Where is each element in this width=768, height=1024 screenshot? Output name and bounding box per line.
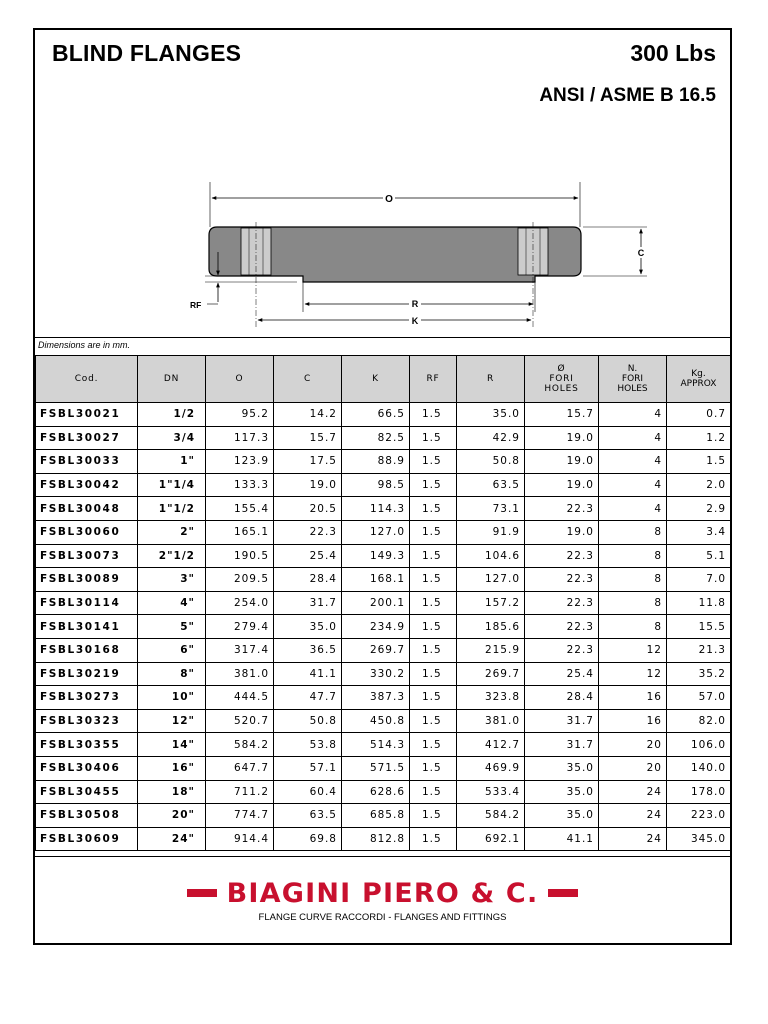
cell-o: 95.2 [206,403,274,427]
cell-k: 66.5 [342,403,410,427]
label-rf: RF [190,300,202,310]
cell-r: 381.0 [457,709,525,733]
cell-rf: 1.5 [410,780,457,804]
cell-rf: 1.5 [410,403,457,427]
cell-rf: 1.5 [410,473,457,497]
cell-rf: 1.5 [410,450,457,474]
cell-r: 73.1 [457,497,525,521]
cell-k: 330.2 [342,662,410,686]
cell-holes-dia: 22.3 [525,544,599,568]
cell-weight: 82.0 [667,709,731,733]
cell-rf: 1.5 [410,804,457,828]
cell-holes-dia: 22.3 [525,615,599,639]
cell-k: 812.8 [342,827,410,851]
cell-weight: 15.5 [667,615,731,639]
cell-holes-n: 8 [599,568,667,592]
cell-dn: 1"1/4 [138,473,206,497]
cell-holes-n: 8 [599,520,667,544]
cell-rf: 1.5 [410,615,457,639]
cell-k: 127.0 [342,520,410,544]
cell-holes-n: 4 [599,450,667,474]
cell-c: 36.5 [274,638,342,662]
cell-dn: 1" [138,450,206,474]
cell-r: 157.2 [457,591,525,615]
cell-k: 149.3 [342,544,410,568]
cell-o: 190.5 [206,544,274,568]
cell-weight: 35.2 [667,662,731,686]
cell-k: 88.9 [342,450,410,474]
cell-holes-n: 4 [599,473,667,497]
cell-o: 279.4 [206,615,274,639]
cell-cod: FSBL30168 [36,638,138,662]
cell-dn: 20" [138,804,206,828]
page-title: BLIND FLANGES [52,40,242,66]
cell-holes-n: 8 [599,544,667,568]
cell-r: 104.6 [457,544,525,568]
label-k: K [411,316,419,326]
cell-o: 165.1 [206,520,274,544]
cell-r: 269.7 [457,662,525,686]
cell-holes-n: 8 [599,591,667,615]
cell-weight: 3.4 [667,520,731,544]
label-o: O [385,194,393,205]
table-row [36,520,731,544]
cell-holes-dia: 15.7 [525,403,599,427]
cell-holes-dia: 22.3 [525,497,599,521]
cell-holes-dia: 22.3 [525,638,599,662]
cell-c: 57.1 [274,756,342,780]
cell-dn: 3/4 [138,426,206,450]
cell-o: 254.0 [206,591,274,615]
table-row [36,686,731,710]
cell-cod: FSBL30355 [36,733,138,757]
cell-holes-dia: 35.0 [525,804,599,828]
table-row [36,568,731,592]
cell-k: 82.5 [342,426,410,450]
col-weight: Kg. APPROX [667,356,731,403]
cell-cod: FSBL30273 [36,686,138,710]
cell-c: 20.5 [274,497,342,521]
table-header-row [36,356,731,403]
cell-k: 98.5 [342,473,410,497]
table-body [36,403,731,851]
cell-k: 269.7 [342,638,410,662]
cell-dn: 3" [138,568,206,592]
cell-cod: FSBL30073 [36,544,138,568]
cell-holes-n: 12 [599,662,667,686]
cell-holes-dia: 22.3 [525,591,599,615]
cell-holes-dia: 19.0 [525,520,599,544]
cell-cod: FSBL30406 [36,756,138,780]
cell-rf: 1.5 [410,544,457,568]
pressure-class: 300 Lbs [630,40,716,66]
cell-r: 692.1 [457,827,525,851]
brand-dash-right [548,889,578,897]
cell-c: 47.7 [274,686,342,710]
divider [35,337,730,338]
cell-c: 15.7 [274,426,342,450]
cell-dn: 12" [138,709,206,733]
cell-r: 469.9 [457,756,525,780]
cell-dn: 1"1/2 [138,497,206,521]
cell-cod: FSBL30048 [36,497,138,521]
flange-drawing [147,152,645,327]
cell-cod: FSBL30508 [36,804,138,828]
col-cod: Cod. [36,356,138,403]
cell-holes-dia: 22.3 [525,568,599,592]
cell-k: 571.5 [342,756,410,780]
cell-holes-dia: 31.7 [525,733,599,757]
cell-k: 200.1 [342,591,410,615]
col-o: O [206,356,274,403]
brand-name: BIAGINI PIERO & C. [226,878,539,909]
cell-o: 914.4 [206,827,274,851]
cell-weight: 0.7 [667,403,731,427]
cell-cod: FSBL30455 [36,780,138,804]
cell-c: 19.0 [274,473,342,497]
cell-holes-dia: 19.0 [525,473,599,497]
cell-r: 533.4 [457,780,525,804]
cell-holes-n: 24 [599,804,667,828]
cell-c: 28.4 [274,568,342,592]
cell-rf: 1.5 [410,756,457,780]
cell-dn: 6" [138,638,206,662]
cell-weight: 5.1 [667,544,731,568]
cell-o: 584.2 [206,733,274,757]
cell-weight: 7.0 [667,568,731,592]
col-r: R [457,356,525,403]
label-r: R [411,299,419,309]
table-row [36,450,731,474]
cell-o: 317.4 [206,638,274,662]
cell-rf: 1.5 [410,568,457,592]
cell-dn: 10" [138,686,206,710]
cell-holes-dia: 31.7 [525,709,599,733]
cell-holes-n: 8 [599,615,667,639]
cell-holes-dia: 19.0 [525,426,599,450]
cell-o: 155.4 [206,497,274,521]
cell-holes-n: 4 [599,497,667,521]
cell-dn: 16" [138,756,206,780]
cell-o: 133.3 [206,473,274,497]
cell-o: 647.7 [206,756,274,780]
cell-cod: FSBL30219 [36,662,138,686]
cell-holes-n: 20 [599,733,667,757]
cell-holes-dia: 35.0 [525,756,599,780]
cell-rf: 1.5 [410,638,457,662]
cell-rf: 1.5 [410,591,457,615]
cell-weight: 106.0 [667,733,731,757]
cell-holes-n: 20 [599,756,667,780]
table-row [36,544,731,568]
col-holes-diameter: Ø FORI HOLES [525,356,599,403]
cell-k: 450.8 [342,709,410,733]
cell-weight: 140.0 [667,756,731,780]
cell-weight: 2.9 [667,497,731,521]
cell-cod: FSBL30033 [36,450,138,474]
spec-sheet [33,28,732,945]
cell-rf: 1.5 [410,709,457,733]
cell-o: 711.2 [206,780,274,804]
cell-holes-n: 24 [599,827,667,851]
standard-label: ANSI / ASME B 16.5 [539,85,716,106]
cell-o: 117.3 [206,426,274,450]
cell-weight: 178.0 [667,780,731,804]
cell-cod: FSBL30027 [36,426,138,450]
cell-dn: 2" [138,520,206,544]
cell-r: 35.0 [457,403,525,427]
cell-weight: 11.8 [667,591,731,615]
table-row [36,756,731,780]
table-row [36,615,731,639]
col-holes-number: N. FORI HOLES [599,356,667,403]
dimensions-table [35,355,731,851]
cell-weight: 345.0 [667,827,731,851]
cell-c: 22.3 [274,520,342,544]
cell-dn: 5" [138,615,206,639]
cell-c: 69.8 [274,827,342,851]
cell-cod: FSBL30021 [36,403,138,427]
cell-holes-dia: 28.4 [525,686,599,710]
cell-rf: 1.5 [410,733,457,757]
brand-tagline: FLANGE CURVE RACCORDI - FLANGES AND FITTINGS [258,912,507,923]
brand-dash-left [187,889,217,897]
col-k: K [342,356,410,403]
cell-dn: 24" [138,827,206,851]
cell-holes-dia: 41.1 [525,827,599,851]
cell-holes-n: 24 [599,780,667,804]
cell-r: 584.2 [457,804,525,828]
cell-dn: 2"1/2 [138,544,206,568]
cell-weight: 21.3 [667,638,731,662]
cell-r: 412.7 [457,733,525,757]
cell-k: 114.3 [342,497,410,521]
table-row [36,709,731,733]
cell-c: 63.5 [274,804,342,828]
cell-dn: 1/2 [138,403,206,427]
table-row [36,591,731,615]
col-dn: DN [138,356,206,403]
cell-holes-dia: 35.0 [525,780,599,804]
cell-rf: 1.5 [410,662,457,686]
cell-weight: 1.2 [667,426,731,450]
table-row [36,426,731,450]
cell-dn: 14" [138,733,206,757]
cell-rf: 1.5 [410,426,457,450]
table-row [36,638,731,662]
cell-cod: FSBL30042 [36,473,138,497]
cell-r: 50.8 [457,450,525,474]
cell-k: 628.6 [342,780,410,804]
table-row [36,827,731,851]
cell-cod: FSBL30609 [36,827,138,851]
cell-c: 31.7 [274,591,342,615]
cell-weight: 223.0 [667,804,731,828]
cell-c: 50.8 [274,709,342,733]
cell-dn: 8" [138,662,206,686]
divider [35,856,730,857]
table-row [36,804,731,828]
cell-c: 14.2 [274,403,342,427]
cell-r: 215.9 [457,638,525,662]
cell-holes-n: 4 [599,426,667,450]
cell-r: 63.5 [457,473,525,497]
cell-cod: FSBL30323 [36,709,138,733]
brand-logo [35,878,730,909]
cell-o: 209.5 [206,568,274,592]
units-note: Dimensions are in mm. [38,340,131,350]
cell-r: 185.6 [457,615,525,639]
cell-rf: 1.5 [410,827,457,851]
cell-cod: FSBL30089 [36,568,138,592]
cell-cod: FSBL30060 [36,520,138,544]
cell-r: 91.9 [457,520,525,544]
cell-k: 234.9 [342,615,410,639]
cell-c: 41.1 [274,662,342,686]
table-row [36,662,731,686]
label-c: C [637,248,645,258]
cell-c: 53.8 [274,733,342,757]
cell-k: 514.3 [342,733,410,757]
cell-rf: 1.5 [410,520,457,544]
cell-holes-dia: 25.4 [525,662,599,686]
cell-cod: FSBL30141 [36,615,138,639]
cell-weight: 57.0 [667,686,731,710]
table-row [36,497,731,521]
cell-cod: FSBL30114 [36,591,138,615]
cell-dn: 18" [138,780,206,804]
cell-holes-n: 4 [599,403,667,427]
cell-o: 123.9 [206,450,274,474]
cell-holes-dia: 19.0 [525,450,599,474]
cell-o: 381.0 [206,662,274,686]
cell-rf: 1.5 [410,497,457,521]
cell-o: 774.7 [206,804,274,828]
cell-k: 387.3 [342,686,410,710]
cell-holes-n: 16 [599,686,667,710]
cell-k: 168.1 [342,568,410,592]
cell-c: 60.4 [274,780,342,804]
cell-rf: 1.5 [410,686,457,710]
cell-r: 323.8 [457,686,525,710]
table-row [36,733,731,757]
cell-k: 685.8 [342,804,410,828]
cell-weight: 2.0 [667,473,731,497]
col-rf: RF [410,356,457,403]
cell-c: 25.4 [274,544,342,568]
table-row [36,403,731,427]
cell-r: 127.0 [457,568,525,592]
cell-c: 17.5 [274,450,342,474]
cell-o: 520.7 [206,709,274,733]
table-row [36,473,731,497]
cell-r: 42.9 [457,426,525,450]
table-row [36,780,731,804]
col-c: C [274,356,342,403]
cell-c: 35.0 [274,615,342,639]
cell-weight: 1.5 [667,450,731,474]
cell-o: 444.5 [206,686,274,710]
cell-dn: 4" [138,591,206,615]
cell-holes-n: 12 [599,638,667,662]
cell-holes-n: 16 [599,709,667,733]
